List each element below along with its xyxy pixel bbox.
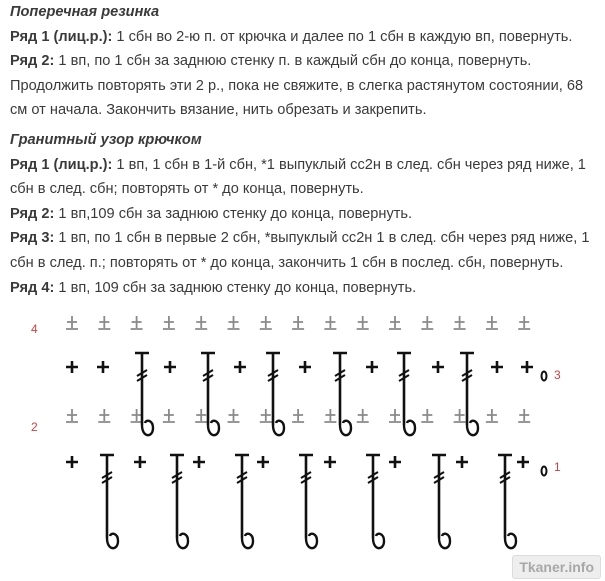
raised-dc-hook	[242, 534, 253, 548]
row-number-3: 3	[554, 368, 561, 382]
section-title-granite: Гранитный узор крючком	[10, 131, 202, 148]
back-loop-sc-symbol	[292, 316, 304, 329]
back-loop-sc-symbol	[260, 409, 272, 422]
rib-row-1	[10, 25, 600, 50]
rib-row-2	[10, 49, 600, 74]
back-loop-sc-symbol	[98, 316, 110, 329]
back-loop-sc-symbol	[195, 316, 207, 329]
raised-dc-hook	[177, 534, 188, 548]
back-loop-sc-symbol	[228, 316, 240, 329]
granite-row-1	[10, 153, 600, 202]
row-label: Ряд 2:	[10, 205, 55, 222]
raised-dc-hook	[273, 421, 284, 435]
raised-dc-symbol	[366, 455, 380, 538]
back-loop-sc-symbol	[66, 316, 78, 329]
back-loop-sc-symbol	[454, 316, 466, 329]
chain-symbol	[542, 372, 547, 381]
sc-symbol	[324, 456, 336, 468]
back-loop-sc-symbol	[518, 316, 530, 329]
raised-dc-symbol	[498, 455, 512, 538]
pattern-text	[10, 0, 600, 300]
sc-symbol	[66, 361, 78, 373]
row-label: Ряд 2:	[10, 53, 55, 70]
raised-dc-hook	[340, 421, 351, 435]
back-loop-sc-symbol	[454, 409, 466, 422]
row-text: 1 вп, 109 сбн за заднюю стенку до конца, повернуть.	[54, 279, 417, 296]
sc-symbol	[389, 456, 401, 468]
back-loop-sc-symbol	[357, 316, 369, 329]
back-loop-sc-symbol	[228, 409, 240, 422]
sc-symbol	[164, 361, 176, 373]
back-loop-sc-symbol	[260, 316, 272, 329]
sc-symbol	[193, 456, 205, 468]
crochet-chart	[0, 300, 605, 581]
row-number-2: 2	[31, 420, 38, 434]
back-loop-sc-symbol	[163, 409, 175, 422]
sc-symbol	[134, 456, 146, 468]
sc-symbol	[517, 456, 529, 468]
back-loop-sc-symbol	[324, 316, 336, 329]
sc-symbol	[366, 361, 378, 373]
sc-symbol	[521, 361, 533, 373]
row-number-1: 1	[554, 460, 561, 474]
sc-symbol	[299, 361, 311, 373]
raised-dc-hook	[467, 421, 478, 435]
back-loop-sc-symbol	[292, 409, 304, 422]
sc-symbol	[491, 361, 503, 373]
back-loop-sc-symbol	[324, 409, 336, 422]
raised-dc-hook	[107, 534, 118, 548]
back-loop-sc-symbol	[486, 316, 498, 329]
back-loop-sc-symbol	[486, 409, 498, 422]
section-title-rib: Поперечная резинка	[10, 4, 160, 20]
row-number-4: 4	[31, 322, 38, 336]
raised-dc-hook	[142, 421, 153, 435]
raised-dc-hook	[439, 534, 450, 548]
sc-symbol	[257, 456, 269, 468]
raised-dc-symbol	[235, 455, 249, 538]
row-text: 1 вп,109 сбн за заднюю стенку до конца, повернуть.	[54, 205, 413, 222]
site-watermark: Tkaner.info	[512, 555, 601, 579]
chart-symbols	[66, 316, 547, 548]
raised-dc-symbol	[100, 455, 114, 538]
back-loop-sc-symbol	[421, 409, 433, 422]
row-text: 1 вп, 1 сбн в 1-й сбн, *1 выпуклый сс2н в след. сбн через ряд ниже, 1 сбн в след. сбн; повторять от * до конца, повернуть.	[10, 156, 586, 198]
back-loop-sc-symbol	[389, 409, 401, 422]
raised-dc-hook	[373, 534, 384, 548]
rib-note: Продолжить повторять эти 2 р., пока не свяжите, в слегка растянутом состоянии, 68 см от начала. Закончить вязание, нить обрезать и закрепить.	[10, 77, 584, 119]
back-loop-sc-symbol	[357, 409, 369, 422]
raised-dc-hook	[306, 534, 317, 548]
raised-dc-symbol	[170, 455, 184, 538]
back-loop-sc-symbol	[163, 316, 175, 329]
granite-row-4	[10, 276, 600, 301]
row-label: Ряд 1 (лиц.р.):	[10, 156, 113, 173]
raised-dc-hook	[505, 534, 516, 548]
row-label: Ряд 1 (лиц.р.):	[10, 28, 113, 45]
granite-row-3	[10, 226, 600, 275]
granite-row-2	[10, 202, 600, 227]
sc-symbol	[234, 361, 246, 373]
back-loop-sc-symbol	[389, 316, 401, 329]
row-text: 1 сбн во 2-ю п. от крючка и далее по 1 сбн в каждую вп, повернуть.	[112, 28, 573, 45]
raised-dc-hook	[208, 421, 219, 435]
sc-symbol	[456, 456, 468, 468]
raised-dc-symbol	[432, 455, 446, 538]
row-text: 1 вп, по 1 сбн за заднюю стенку п. в каждый сбн до конца, повернуть.	[54, 53, 532, 70]
row-label: Ряд 4:	[10, 279, 55, 296]
row-label: Ряд 3:	[10, 230, 55, 247]
raised-dc-hook	[404, 421, 415, 435]
back-loop-sc-symbol	[98, 409, 110, 422]
sc-symbol	[97, 361, 109, 373]
back-loop-sc-symbol	[66, 409, 78, 422]
back-loop-sc-symbol	[195, 409, 207, 422]
back-loop-sc-symbol	[131, 316, 143, 329]
raised-dc-symbol	[299, 455, 313, 538]
row-text: 1 вп, по 1 сбн в первые 2 сбн, *выпуклый сс2н 1 в след. сбн через ряд ниже, 1 сбн в след. п.; повторять от * до конца, закончить 1 сбн в послед. сбн, повернуть.	[10, 230, 590, 271]
sc-symbol	[432, 361, 444, 373]
chain-symbol	[542, 467, 547, 476]
sc-symbol	[66, 456, 78, 468]
back-loop-sc-symbol	[421, 316, 433, 329]
back-loop-sc-symbol	[518, 409, 530, 422]
